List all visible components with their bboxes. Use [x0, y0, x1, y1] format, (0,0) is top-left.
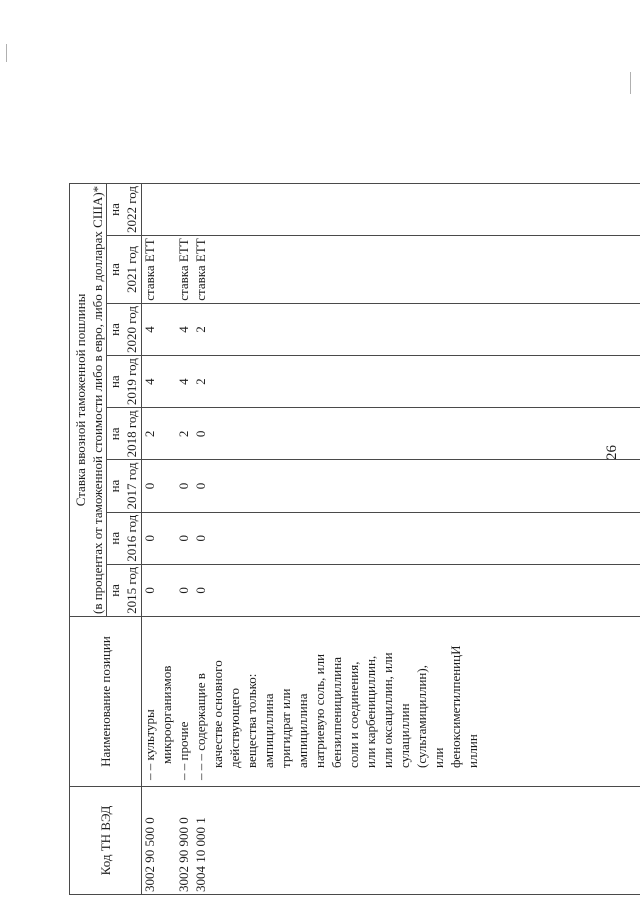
rate-column-2015	[142, 564, 640, 616]
rate-cell	[142, 186, 159, 233]
rate-cell: 2	[142, 430, 157, 438]
header-year: на 2020 год	[107, 303, 142, 355]
rate-cell: ставка ЕТТ	[176, 238, 191, 301]
rate-cell: 0	[142, 482, 157, 490]
rate-cell: 4	[142, 378, 157, 385]
header-rate-group	[70, 183, 107, 616]
header-year: на 2019 год	[107, 356, 142, 408]
name-cell: бензилпенициллина	[329, 657, 344, 768]
rate-cell: 4	[176, 378, 191, 385]
rate-cell: 0	[176, 534, 191, 542]
header-year: на 2021 год	[107, 236, 142, 304]
rate-cell	[176, 186, 193, 233]
name-cell: действующего	[227, 688, 242, 768]
rate-column-2020	[142, 303, 640, 355]
rate-column-2018	[142, 408, 640, 460]
name-cell: феноксиметилпеницИ	[448, 645, 463, 768]
rate-cell: 4	[142, 326, 157, 333]
name-cell: ампициллина	[295, 693, 310, 768]
rate-cell: 0	[193, 430, 208, 438]
rate-cell: 4	[176, 326, 191, 333]
rate-cell: 0	[176, 587, 191, 594]
name-cell: соли и соединения,	[346, 661, 361, 768]
rate-cell: 0	[142, 587, 157, 594]
name-cell: – – культуры	[142, 709, 157, 780]
rate-cell: 0	[193, 587, 208, 594]
name-cell: сулациллин	[397, 703, 412, 768]
header-name: Наименование позиции	[70, 617, 142, 787]
name-cell: – – прочие	[176, 721, 191, 780]
rate-column-2017	[142, 460, 640, 512]
rate-cell	[193, 186, 210, 233]
header-year: на 2018 год	[107, 408, 142, 460]
rate-cell: 0	[142, 534, 157, 542]
name-column	[142, 617, 640, 787]
page-number: 26	[604, 445, 620, 460]
header-year: на 2015 год	[107, 564, 142, 616]
rate-cell: 2	[176, 430, 191, 438]
name-cell: ампициллина	[261, 693, 276, 768]
header-code: Код ТН ВЭД	[70, 787, 142, 895]
name-cell: или карбенициллин,	[363, 655, 378, 768]
header-year: на 2022 год	[107, 183, 142, 235]
tariff-table	[69, 183, 640, 895]
name-cell: натриевую соль, или	[312, 653, 327, 768]
rate-column-2016	[142, 512, 640, 564]
code-cell: 3004 10 000 1	[193, 817, 208, 892]
rate-column-2019	[142, 356, 640, 408]
name-cell: или оксациллин, или	[380, 652, 395, 768]
name-cell: вещества только:	[244, 673, 259, 768]
name-cell: (сультамициллин),	[414, 665, 429, 768]
rate-column-2021	[142, 236, 640, 304]
header-year: на 2016 год	[107, 512, 142, 564]
name-cell: или	[431, 747, 446, 768]
code-cell: 3002 90 500 0	[142, 817, 157, 892]
name-cell: – – – содержащие в	[193, 673, 208, 780]
rate-cell: ставка ЕТТ	[142, 238, 157, 301]
name-cell: тригидрат или	[278, 688, 293, 768]
rate-cell: 0	[193, 482, 208, 490]
name-cell: качестве основного	[210, 660, 225, 768]
name-cell: иллин	[465, 734, 480, 768]
rate-cell: 0	[176, 482, 191, 490]
header-rate-line1: Ставка ввозной таможенной пошлины	[73, 293, 88, 507]
code-cell: 3002 90 900 0	[176, 817, 191, 892]
code-column	[142, 787, 640, 895]
rate-cell: 2	[193, 378, 208, 385]
name-cell: микроорганизмов	[159, 665, 174, 764]
header-rate-line2: (в процентах от таможенной стоимости либо в евро, либо в долларах США)*	[90, 185, 105, 614]
rate-cell: ставка ЕТТ	[193, 238, 208, 301]
rate-column-2022	[142, 183, 640, 235]
rate-cell: 0	[193, 534, 208, 542]
rate-cell: 2	[193, 326, 208, 333]
header-year: на 2017 год	[107, 460, 142, 512]
